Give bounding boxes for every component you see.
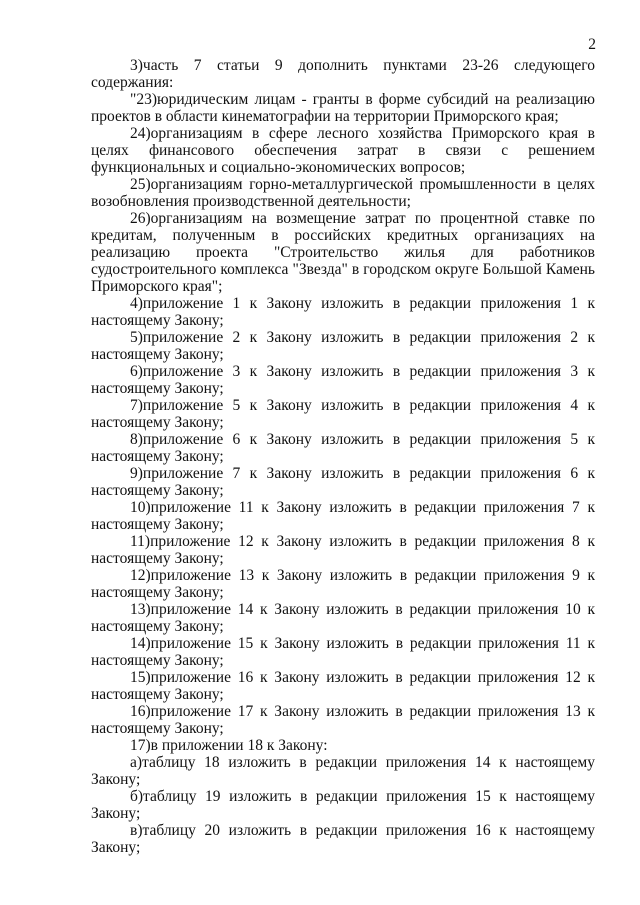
paragraph-item-12: 12)приложение 13 к Закону изложить в редакции приложения 9 к настоящему Закону; (91, 567, 595, 601)
paragraph-item-6: 6)приложение 3 к Закону изложить в редакции приложения 3 к настоящему Закону; (91, 363, 595, 397)
paragraph-item-8: 8)приложение 6 к Закону изложить в редакции приложения 5 к настоящему Закону; (91, 431, 595, 465)
paragraph-subitem-v: в)таблицу 20 изложить в редакции приложения 16 к настоящему Закону; (91, 822, 595, 856)
paragraph-point-26: 26)организациям на возмещение затрат по процентной ставке по кредитам, полученным в российских кредитных организациях на реализацию проекта "Строительство жилья для работников судостроительного комплекса "Звезда" в городском округе Большой Камень Приморского края"; (91, 210, 595, 295)
paragraph-item-9: 9)приложение 7 к Закону изложить в редакции приложения 6 к настоящему Закону; (91, 465, 595, 499)
paragraph-subitem-a: а)таблицу 18 изложить в редакции приложения 14 к настоящему Закону; (91, 754, 595, 788)
paragraph-point-25: 25)организациям горно-металлургической промышленности в целях возобновления производственной деятельности; (91, 176, 595, 210)
paragraph-item-11: 11)приложение 12 к Закону изложить в редакции приложения 8 к настоящему Закону; (91, 533, 595, 567)
paragraph-item-16: 16)приложение 17 к Закону изложить в редакции приложения 13 к настоящему Закону; (91, 703, 595, 737)
document-body (91, 57, 595, 856)
paragraph-item-4: 4)приложение 1 к Закону изложить в редакции приложения 1 к настоящему Закону; (91, 295, 595, 329)
paragraph-item-15: 15)приложение 16 к Закону изложить в редакции приложения 12 к настоящему Закону; (91, 669, 595, 703)
paragraph-item-13: 13)приложение 14 к Закону изложить в редакции приложения 10 к настоящему Закону; (91, 601, 595, 635)
paragraph-point-23: "23)юридическим лицам - гранты в форме субсидий на реализацию проектов в области кинематографии на территории Приморского края; (91, 91, 595, 125)
paragraph-subitem-b: б)таблицу 19 изложить в редакции приложения 15 к настоящему Закону; (91, 788, 595, 822)
paragraph-item-5: 5)приложение 2 к Закону изложить в редакции приложения 2 к настоящему Закону; (91, 329, 595, 363)
paragraph-item-17: 17)в приложении 18 к Закону: (130, 737, 328, 754)
paragraph-item-7: 7)приложение 5 к Закону изложить в редакции приложения 4 к настоящему Закону; (91, 397, 595, 431)
paragraph-item-3: 3)часть 7 статьи 9 дополнить пунктами 23-26 следующего содержания: (91, 57, 595, 91)
paragraph-point-24: 24)организациям в сфере лесного хозяйства Приморского края в целях финансового обеспечения затрат в связи с решением функциональных и социально-экономических вопросов; (91, 125, 595, 176)
paragraph-item-14: 14)приложение 15 к Закону изложить в редакции приложения 11 к настоящему Закону; (91, 635, 595, 669)
paragraph-item-10: 10)приложение 11 к Закону изложить в редакции приложения 7 к настоящему Закону; (91, 499, 595, 533)
page-number: 2 (588, 36, 596, 53)
